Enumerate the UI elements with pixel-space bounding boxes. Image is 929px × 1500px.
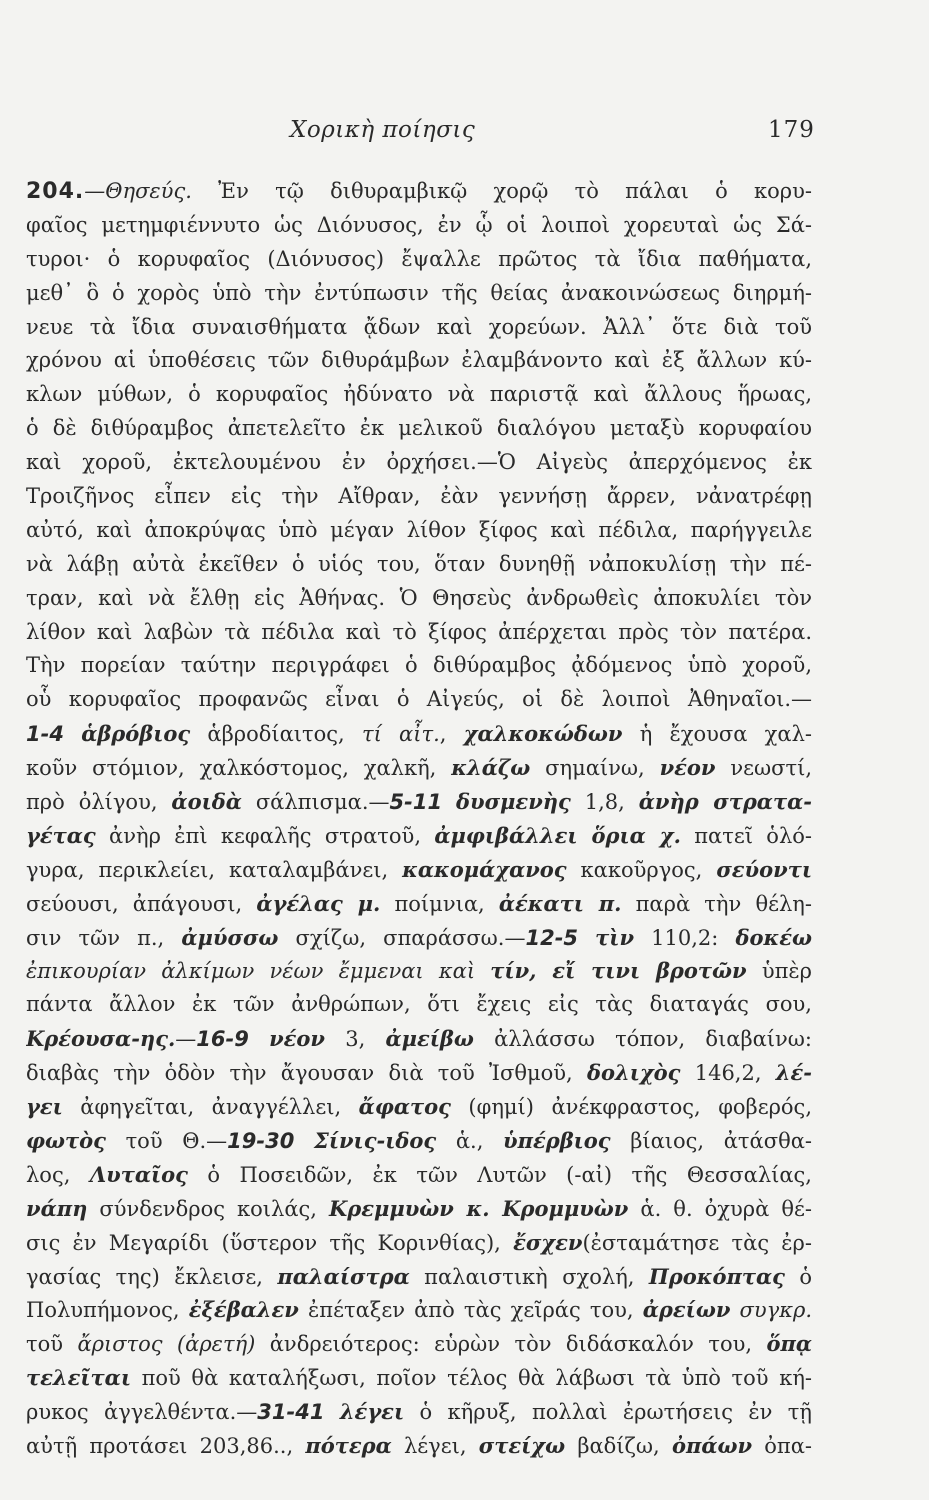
glossed-term: κακομάχανος [402,856,567,882]
glossed-term: γέτας [26,822,96,848]
text-line [26,616,812,650]
entry-number: 204. [26,179,85,204]
line-reference: 19-30 [227,1128,295,1153]
glossed-term: τίν, εἴ τινι βροτῶν [490,958,747,984]
text-run: πατεῖ ὁλό- [680,823,812,848]
glossed-term: πότερα [305,1432,392,1458]
text-run: βαδίζω, [565,1433,672,1458]
text-run: ἀφηγεῖται, ἀναγγέλλει, [62,1095,359,1120]
text-run [294,1129,314,1153]
text-run: Ἐν τῷ διθυραμβικῷ χορῷ τὸ πάλαι ὁ κορυ- [191,179,812,203]
glossed-term: ὑπέρβιος [503,1127,611,1153]
glossed-term: τελεῖται [26,1365,131,1391]
text-run [578,926,595,950]
italic-text: —Θησεύς. [84,179,192,203]
text-run: λίθον καὶ λαβὼν τὰ πέδιλα καὶ τὸ ξίφος ἀπέρχεται πρὸς τὸν πατέρα. [26,619,812,644]
text-run: σις ἐν Μεγαρίδι (ὕστερον τῆς Κορινθίας), [26,1230,514,1255]
text-run: Τροιζῆνος εἶπεν εἰς τὴν Αἴθραν, ἐὰν γεννήσῃ ἄρρεν, νἀνατρέφῃ [26,484,812,509]
text-run: νεωστί, [715,756,812,781]
glossed-term: στείχω [478,1432,566,1458]
text-run: ὀπα- [752,1433,812,1458]
glossed-term: σεύοντι [716,856,812,882]
text-run: αὐτῇ προτάσει 203,86.., [26,1433,306,1458]
glossed-term: δυσμενὴς [456,789,571,815]
text-run: κακοῦργος, [566,857,717,882]
text-run: ἀνὴρ ἐπὶ κεφαλῆς στρατοῦ, [95,823,435,848]
text-run: κλων μύθων, ὁ κορυφαῖος ἠδύνατο νὰ παριστᾷ καὶ ἄλλους ἥρωας, [26,382,812,407]
italic-text: συγκρ. [739,1298,812,1323]
text-line [26,514,812,548]
text-run: καὶ χοροῦ, ἐκτελουμένου ἐν ὀρχήσει.—Ὁ Αἰγεὺς ἀπερχόμενος ἐκ [26,450,812,475]
text-run: αὐτό, καὶ ἀποκρύψας ὑπὸ μέγαν λίθον ξίφος καὶ πέδιλα, παρήγγειλε [26,517,812,542]
text-line [26,175,812,209]
text-run: τραν, καὶ νὰ ἔλθῃ εἰς Ἀθήνας. Ὁ Θησεὺς ἀνδρωθεὶς ἀποκυλίει τὸν [26,585,812,610]
text-run: σύνδενδρος κοιλάς, [87,1196,329,1221]
text-run [730,1298,739,1322]
text-run: πάντα ἄλλον ἐκ τῶν ἀνθρώπων, ὅτι ἔχεις εἰς τὰς διαταγάς σου, [26,992,812,1017]
text-line [26,344,812,378]
text-line [26,548,812,582]
glossed-term: ἀμύσσω [181,924,279,950]
text-run [324,1400,339,1424]
text-run: τοῦ Θ.— [105,1128,228,1153]
line-reference: 16-9 [196,1027,249,1052]
glossed-term: ἀγέλας μ. [256,890,381,916]
text-run: ὑπὲρ [746,959,812,984]
glossed-term: ὀπάων [671,1432,753,1458]
text-line [26,243,812,277]
line-reference: 12-5 [525,925,579,950]
text-run: τυροι· ὁ κορυφαῖος (Διόνυσος) ἔψαλλε πρῶτος τὰ ἴδια παθήματα, [26,246,812,271]
text-run: Πολυπήμονος, [26,1298,189,1323]
text-line [26,1327,812,1361]
text-run: (ἐσταμάτησε τὰς ἐρ- [582,1230,812,1255]
text-run: βίαιος, ἀτάσθα- [610,1128,812,1153]
text-run: ὁ κῆρυξ, πολλαὶ ἐρωτήσεις ἐν τῇ [404,1400,812,1425]
glossed-term: Λυταῖος [89,1161,188,1187]
text-line [26,683,812,717]
glossed-term: κλάζω [451,755,531,781]
text-run: 1,8, [570,790,639,815]
text-line [26,1429,812,1463]
text-run: ὁ [784,1264,812,1289]
glossed-term: ἀνὴρ στρατα- [638,789,812,815]
text-run: ποίμνια, [380,891,499,916]
text-run: σεύουσι, ἀπάγουσι, [26,891,257,916]
glossed-term: δολιχὸς [586,1060,681,1086]
glossed-term: ἀμείβω [385,1026,474,1052]
text-line [26,1124,812,1158]
text-run: παρὰ τὴν θέλη- [621,891,812,916]
text-line [26,819,812,853]
text-line [26,921,812,955]
glossed-term: ἀοιδὰ [171,789,242,815]
page-number: 179 [768,117,815,143]
text-line [26,1192,812,1226]
glossed-term: παλαίστρα [277,1263,410,1289]
text-run: ἀνδρειότερος: εὑρὼν τὸν διδάσκαλόν του, [255,1332,767,1357]
text-run: ρυκος ἀγγελθέντα.— [26,1400,258,1425]
text-line [26,785,812,819]
glossed-term: ἀμφιβάλλει ὅρια χ. [434,822,681,848]
italic-text: ἄριστος (ἀρετή) [77,1332,256,1357]
line-reference: 1-4 [26,722,64,747]
glossed-term: Κρέουσα-ης. [26,1026,176,1052]
text-line [26,480,812,514]
text-run: σημαίνω, [530,756,660,781]
text-line [26,311,812,345]
glossed-term: Σίνις-ιδος [313,1127,437,1153]
glossed-term: φωτὸς [26,1127,106,1153]
text-run: — [175,1027,197,1052]
text-run: λος, [26,1162,90,1187]
text-run: ὁ Ποσειδῶν, ἐκ τῶν Λυτῶν (-αἰ) τῆς Θεσσαλίας, [187,1162,812,1187]
text-line [26,209,812,243]
glossed-term: λέ- [775,1060,812,1086]
text-line [26,1022,812,1056]
text-run: 146,2, [680,1061,776,1086]
text-line [26,887,812,921]
text-line [26,1056,812,1090]
text-line [26,954,812,988]
text-line [26,853,812,887]
line-reference: 31-41 [257,1400,325,1425]
glossed-term: γει [26,1094,63,1120]
glossed-term: τὶν [595,924,635,950]
text-line [26,1226,812,1260]
italic-text: τί αἶτ. [361,722,440,747]
text-line [26,277,812,311]
text-run: Τὴν πορείαν ταύτην περιγράφει ὁ διθύραμβος ᾀδόμενος ὑπὸ χοροῦ, [26,653,812,678]
running-head: Χορικὴ ποίησις [290,117,476,143]
text-run: νευε τὰ ἴδια συναισθήματα ᾄδων καὶ χορεύων. Ἀλλ᾽ ὅτε διὰ τοῦ [26,314,812,339]
text-run: σχίζω, σπαράσσω.— [278,925,526,950]
text-run: γυρα, περικλείει, καταλαμβάνει, [26,857,403,882]
text-run: 3, [325,1027,386,1052]
text-run: ἀλλάσσω τόπον, διαβαίνω: [473,1027,812,1052]
text-line [26,1158,812,1192]
text-line [26,1260,812,1294]
text-run: σάλπισμα.— [241,790,390,815]
body-text [26,175,812,1463]
text-run: ἁ. θ. ὀχυρὰ θέ- [628,1196,812,1221]
text-run: ὁ δὲ διθύραμβος ἀπετελεῖτο ἐκ μελικοῦ διαλόγου μεταξὺ κορυφαίου [26,416,812,441]
text-line [26,378,812,412]
text-run: χρόνου αἱ ὑποθέσεις τῶν διθυράμβων ἐλαμβάνοντο καὶ ἐξ ἄλλων κύ- [26,348,812,373]
page-header [0,112,929,148]
glossed-term: δοκέω [735,924,812,950]
text-run: μεθ᾽ ὃ ὁ χορὸς ὑπὸ τὴν ἐντύπωσιν τῆς θείας ἀνακοινώσεως διηρμή- [26,280,812,305]
text-run: 110,2: [634,925,736,950]
line-reference: 5-11 [389,790,443,815]
glossed-term: Κρεμμυὼν κ. Κρομμυὼν [328,1195,629,1221]
glossed-term: νάπη [26,1195,88,1221]
text-run: τοῦ [26,1332,78,1357]
glossed-term: ἀέκατι π. [498,890,622,916]
italic-text: ἐπικουρίαν ἀλκίμων νέων ἔμμεναι καὶ [26,959,491,984]
text-line [26,1395,812,1429]
text-line [26,988,812,1022]
glossed-term: χαλκοκώδων [463,721,623,747]
glossed-term: νέον [269,1026,325,1052]
text-run: φαῖος μετημφιέννυτο ὡς Διόνυσος, ἐν ᾧ οἱ λοιποὶ χορευταὶ ὡς Σά- [26,212,812,237]
text-line [26,649,812,683]
text-run: πρὸ ὀλίγου, [26,790,172,815]
text-line [26,582,812,616]
text-run: νὰ λάβῃ αὐτὰ ἐκεῖθεν ὁ υἱός του, ὅταν δυνηθῇ νἀποκυλίσῃ τὴν πέ- [26,551,812,576]
text-line [26,446,812,480]
text-run: λέγει, [391,1433,479,1458]
text-run: γασίας της) ἔκλεισε, [26,1264,278,1289]
text-line [26,751,812,785]
text-line [26,717,812,751]
text-line [26,1090,812,1124]
text-run: σιν τῶν π., [26,925,182,950]
glossed-term: ἄφατος [358,1094,451,1120]
glossed-term: ἀρείων [642,1297,731,1323]
text-run: ἐπέταξεν ἀπὸ τὰς χεῖράς του, [298,1298,643,1323]
text-run: ἡ ἔχουσα χαλ- [622,722,812,747]
text-run: ἁβροδίαιτος, [190,722,362,747]
text-line [26,412,812,446]
text-run [442,790,456,814]
text-run: διαβὰς τὴν ὁδὸν τὴν ἄγουσαν διὰ τοῦ Ἰσθμοῦ, [26,1061,587,1086]
text-run: (φημί) ἀνέκφραστος, φοβερός, [450,1095,812,1120]
glossed-term: Προκόπτας [648,1263,785,1289]
glossed-term: ἔσχεν [513,1229,583,1255]
text-run: παλαιστικὴ σχολή, [409,1264,649,1289]
glossed-term: ἁβρόβιος [81,721,191,747]
text-run: οὗ κορυφαῖος προφανῶς εἶναι ὁ Αἰγεύς, οἱ δὲ λοιποὶ Ἀθηναῖοι.— [26,687,812,712]
glossed-term: ὅπᾳ [766,1331,812,1357]
glossed-term: λέγει [339,1399,405,1425]
text-line [26,1293,812,1327]
text-run [64,722,81,746]
glossed-term: νέον [659,755,716,781]
text-run: , [439,722,464,747]
glossed-term: ἐξέβαλεν [188,1297,299,1323]
text-run: κοῦν στόμιον, χαλκόστομος, χαλκῆ, [26,756,452,781]
text-run: ποῦ θὰ καταλήξωσι, ποῖον τέλος θὰ λάβωσι τὰ ὑπὸ τοῦ κή- [131,1366,812,1391]
text-line [26,1361,812,1395]
text-run: ἁ., [436,1128,504,1153]
text-run [249,1027,269,1051]
